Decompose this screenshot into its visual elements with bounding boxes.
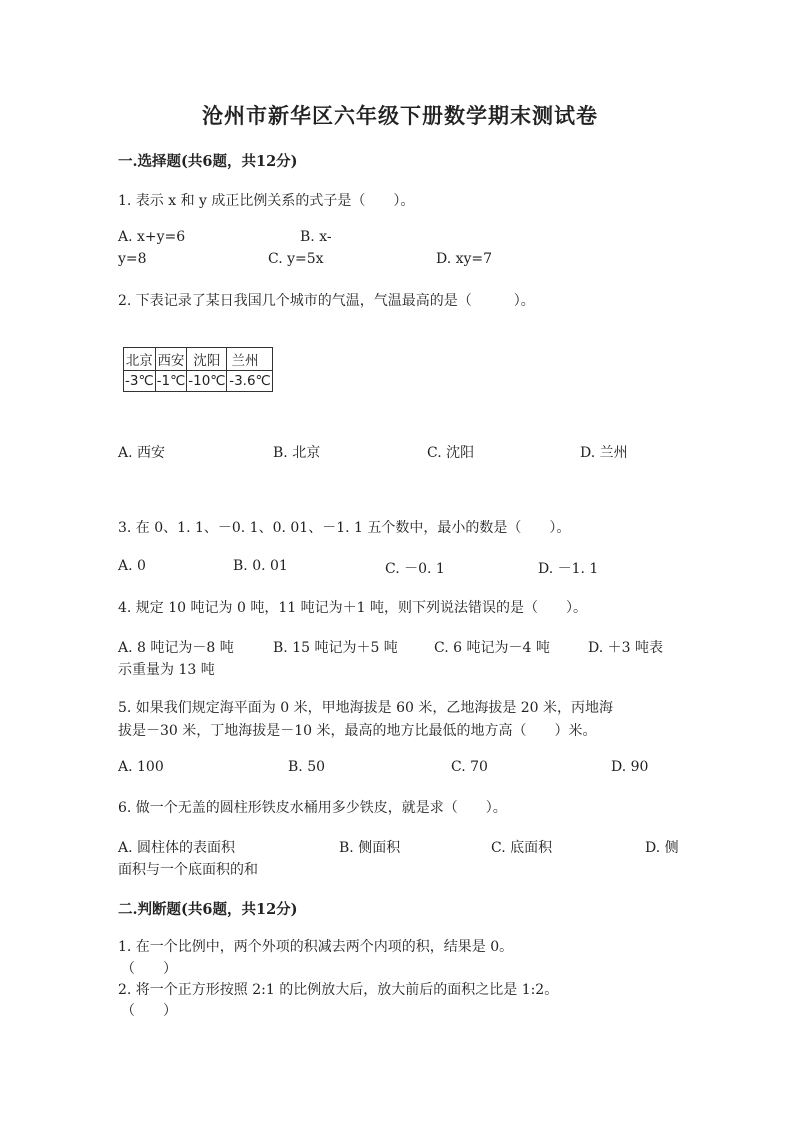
temperature-table xyxy=(123,347,273,392)
question-2-text: 2. 下表记录了某日我国几个城市的气温，气温最高的是（ ）。 xyxy=(118,293,535,309)
q4-option-d-line2: 示重量为 13 吨 xyxy=(118,662,215,678)
q6-option-d-line2: 面积与一个底面积的和 xyxy=(118,862,258,878)
judgment-1-text: 1. 在一个比例中，两个外项的积减去两个内项的积，结果是 0。 xyxy=(118,939,514,955)
q2-option-d: D. 兰州 xyxy=(580,445,628,461)
section-heading-judgment: 二.判断题(共6题，共12分) xyxy=(118,901,298,918)
q3-option-c: C. －0. 1 xyxy=(385,561,445,577)
judgment-1-answer-parens: （ ） xyxy=(121,961,177,977)
q1-option-b-line1: B. x- xyxy=(300,229,332,245)
question-5-line2: 拔是－30 米，丁地海拔是－10 米，最高的地方比最低的地方高（ ）米。 xyxy=(118,723,597,739)
q4-option-c: C. 6 吨记为－4 吨 xyxy=(434,640,550,656)
q3-option-a: A. 0 xyxy=(118,558,146,574)
q2-option-b: B. 北京 xyxy=(273,445,321,461)
table-cell: 西安 xyxy=(155,348,187,371)
q3-option-b: B. 0. 01 xyxy=(233,558,288,574)
table-cell: -3.6℃ xyxy=(227,371,273,392)
page-title: 沧州市新华区六年级下册数学期末测试卷 xyxy=(202,103,598,128)
q1-option-a: A. x+y=6 xyxy=(118,229,186,245)
q4-option-d-line1: D. ＋3 吨表 xyxy=(588,640,663,656)
table-row-temps xyxy=(124,371,273,392)
q6-option-c: C. 底面积 xyxy=(491,840,553,856)
table-cell: 北京 xyxy=(124,348,156,371)
table-cell: -1℃ xyxy=(155,371,187,392)
section-heading-choice: 一.选择题(共6题，共12分) xyxy=(118,153,298,170)
q4-option-b: B. 15 吨记为＋5 吨 xyxy=(273,640,398,656)
q6-option-a: A. 圆柱体的表面积 xyxy=(118,840,236,856)
q5-option-d: D. 90 xyxy=(611,759,649,775)
question-5-line1: 5. 如果我们规定海平面为 0 米，甲地海拔是 60 米，乙地海拔是 20 米，丙地海 xyxy=(118,700,614,716)
q1-option-d: D. xy=7 xyxy=(436,251,493,267)
q2-option-a: A. 西安 xyxy=(118,445,166,461)
table-cell: 兰州 xyxy=(227,348,273,371)
q5-option-b: B. 50 xyxy=(288,759,326,775)
judgment-2-answer-parens: （ ） xyxy=(121,1003,177,1019)
question-4-text: 4. 规定 10 吨记为 0 吨，11 吨记为＋1 吨，则下列说法错误的是（ ）。 xyxy=(118,600,587,616)
q1-option-b-line2: y=8 xyxy=(118,251,147,267)
q6-option-d-line1: D. 侧 xyxy=(645,840,679,856)
q5-option-a: A. 100 xyxy=(118,759,164,775)
table-cell: -10℃ xyxy=(187,371,227,392)
q4-option-a: A. 8 吨记为－8 吨 xyxy=(118,640,234,656)
q3-option-d: D. －1. 1 xyxy=(538,561,599,577)
question-6-text: 6. 做一个无盖的圆柱形铁皮水桶用多少铁皮，就是求（ ）。 xyxy=(118,800,507,816)
q5-option-c: C. 70 xyxy=(451,759,488,775)
q6-option-b: B. 侧面积 xyxy=(339,840,401,856)
q1-option-c: C. y=5x xyxy=(268,251,324,267)
table-cell: 沈阳 xyxy=(187,348,227,371)
judgment-2-text: 2. 将一个正方形按照 2:1 的比例放大后，放大前后的面积之比是 1:2。 xyxy=(118,982,559,998)
table-row-cities xyxy=(124,348,273,371)
q2-option-c: C. 沈阳 xyxy=(427,445,475,461)
question-3-text: 3. 在 0、1. 1、－0. 1、0. 01、－1. 1 五个数中，最小的数是（ ）。 xyxy=(118,520,571,536)
table-cell: -3℃ xyxy=(124,371,156,392)
question-1-text: 1. 表示 x 和 y 成正比例关系的式子是（ ）。 xyxy=(118,193,415,209)
